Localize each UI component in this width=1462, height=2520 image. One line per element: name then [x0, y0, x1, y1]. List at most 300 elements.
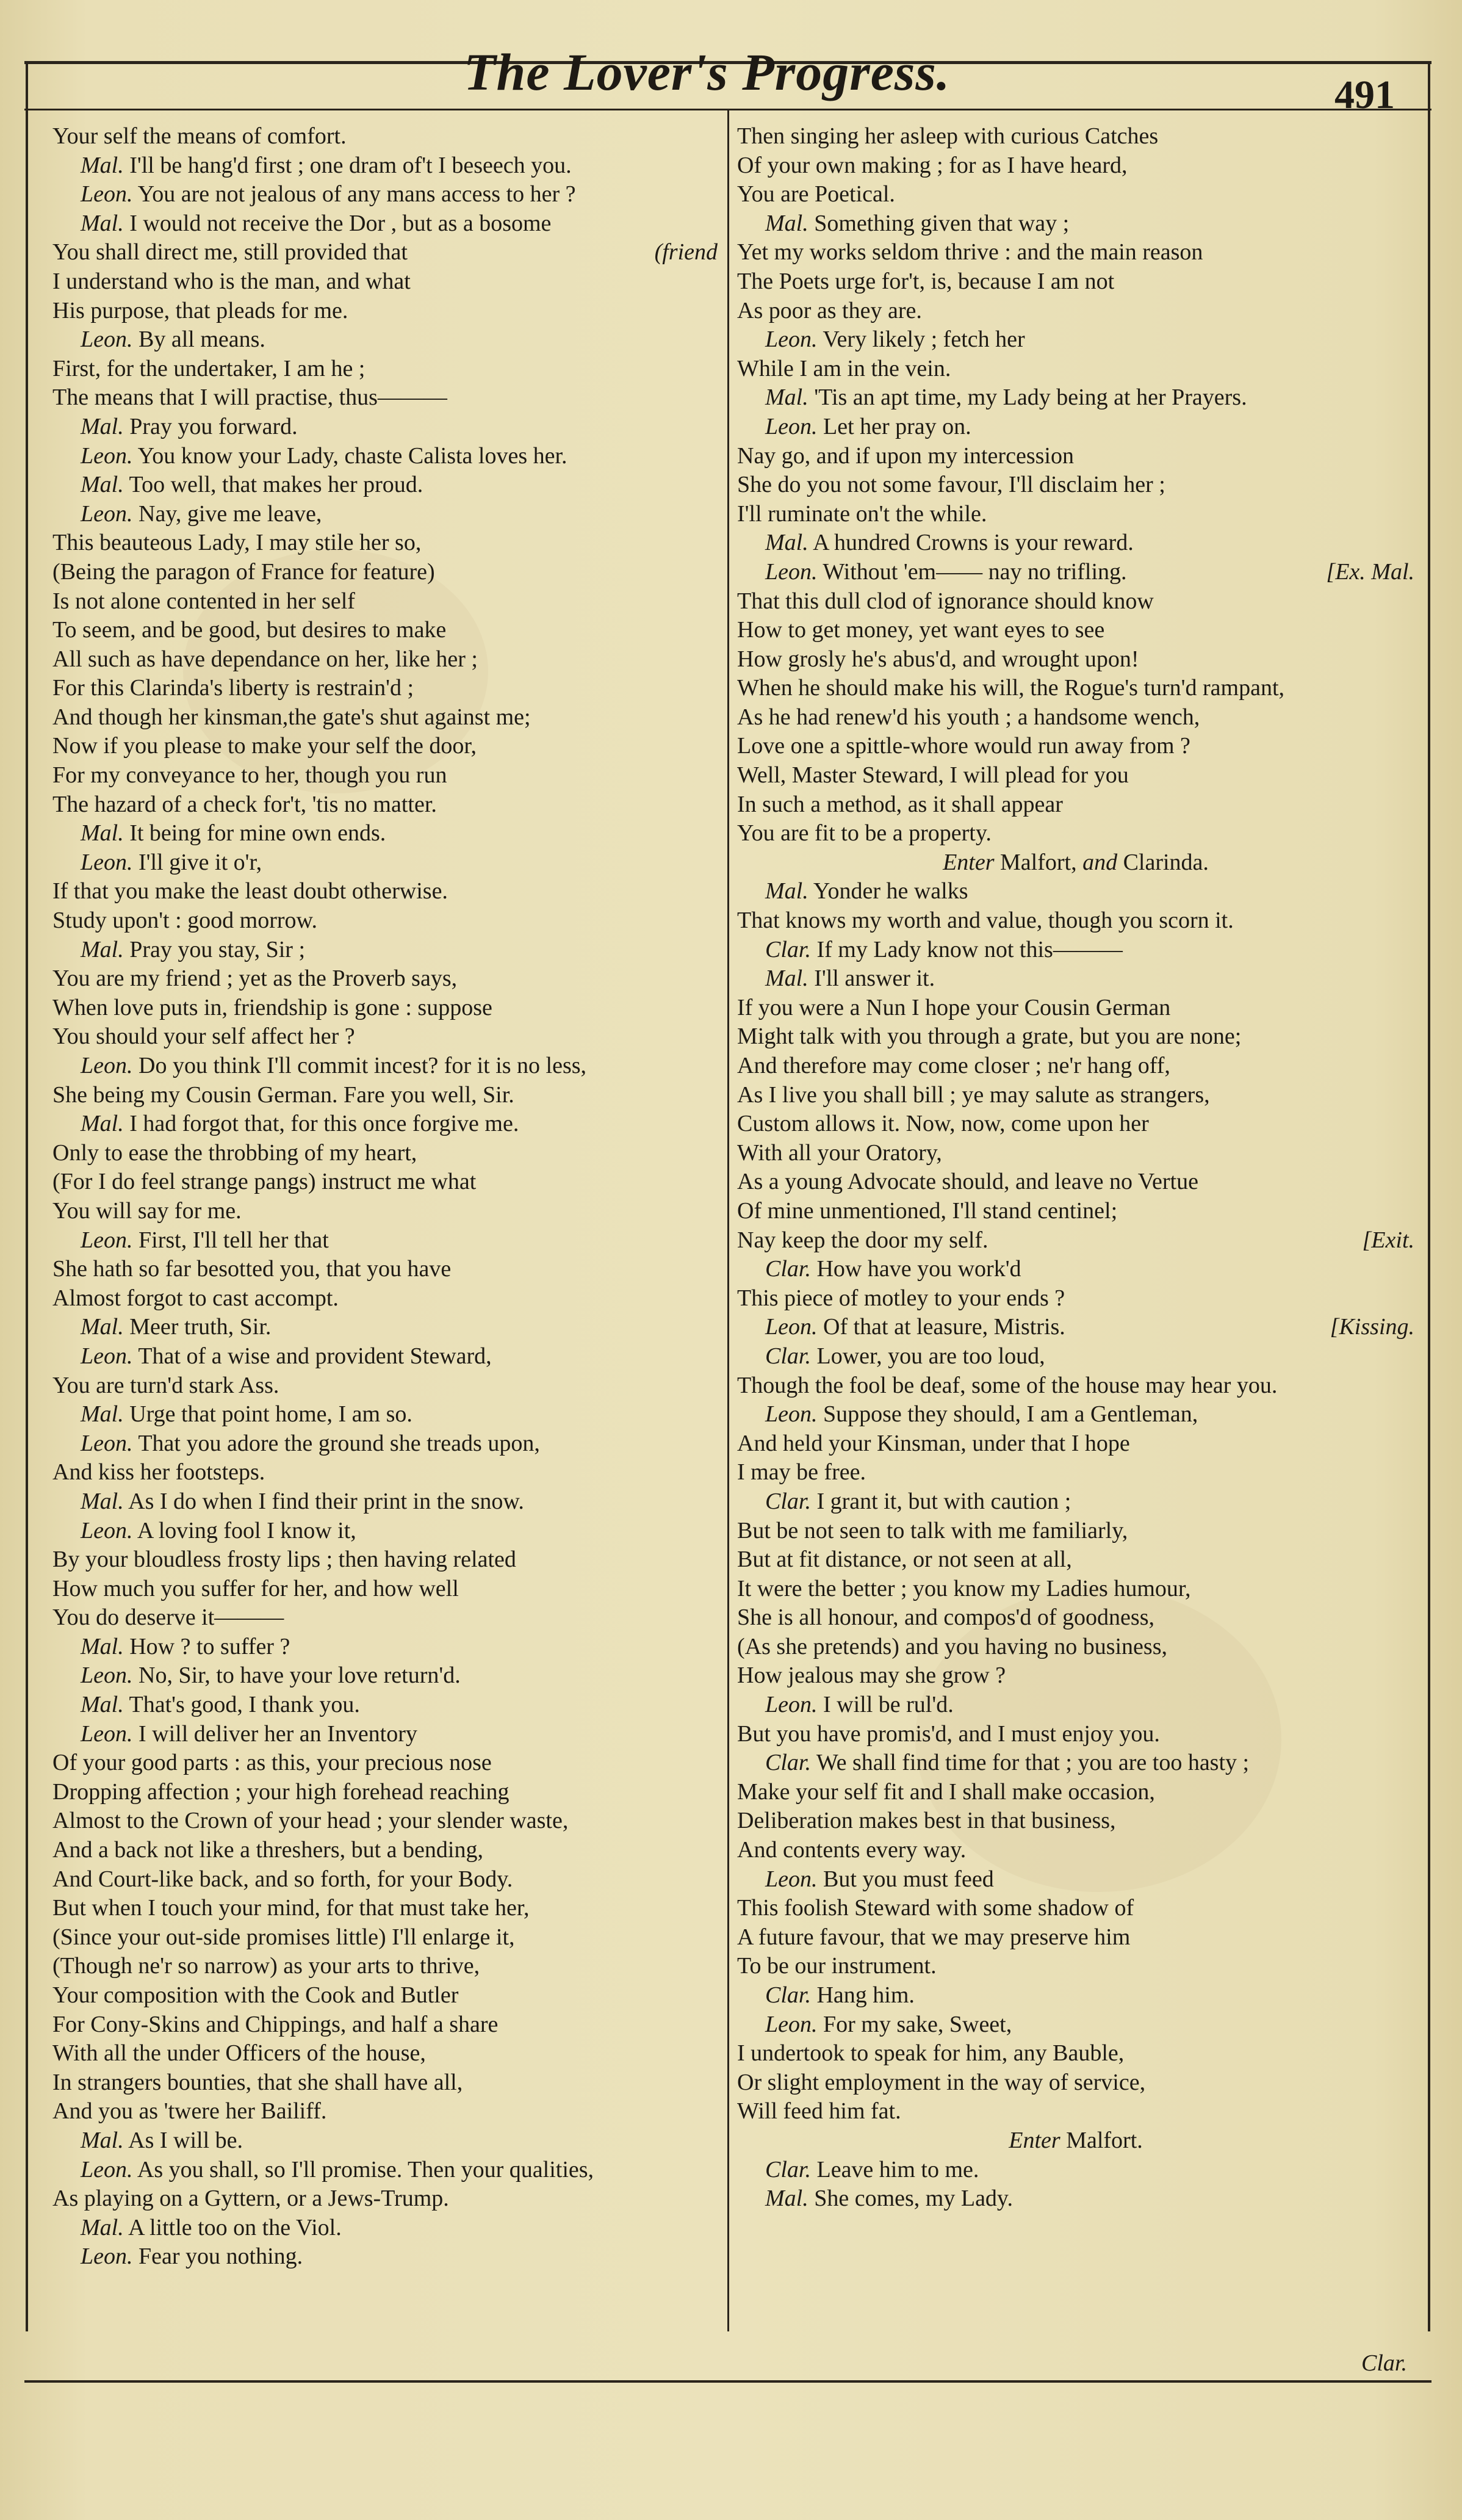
- text-line: [52, 209, 718, 239]
- text-line: [737, 1575, 1414, 1604]
- text-line: [737, 1894, 1414, 1923]
- verse-text: She being my Cousin German. Fare you well, Sir.: [52, 1081, 514, 1108]
- verse-text: And held your Kinsman, under that I hope: [737, 1430, 1130, 1456]
- verse-text: It being for mine own ends.: [129, 820, 386, 847]
- speaker-name: Leon.: [765, 1692, 818, 1718]
- speaker-name: Mal.: [81, 1314, 124, 1340]
- text-line: [52, 703, 718, 732]
- margin-direction: [Ex. Mal.: [1326, 558, 1414, 585]
- text-line: [737, 151, 1414, 181]
- text-line: [52, 587, 718, 616]
- text-line: [737, 1836, 1414, 1865]
- text-line: [737, 1661, 1414, 1691]
- verse-text: Pray you stay, Sir ;: [129, 936, 306, 962]
- verse-text: The hazard of a check for't, 'tis no matter.: [52, 791, 437, 817]
- speaker-name: Leon.: [81, 1227, 133, 1253]
- speaker-name: Mal.: [765, 878, 808, 904]
- verse-text: That of a wise and provident Steward,: [138, 1343, 492, 1369]
- character-name: Malfort.: [1066, 2127, 1143, 2153]
- verse-text: That's good, I thank you.: [129, 1692, 360, 1718]
- verse-text: But when I touch your mind, for that must take her,: [52, 1895, 530, 1921]
- margin-direction: [Kissing.: [1330, 1314, 1414, 1340]
- verse-text: I grant it, but with caution ;: [816, 1488, 1071, 1514]
- verse-text: I would not receive the Dor , but as a bosome: [129, 210, 552, 236]
- verse-text: First, I'll tell her that: [139, 1227, 329, 1253]
- text-line: [737, 471, 1414, 500]
- verse-text: She is all honour, and compos'd of goodness,: [737, 1605, 1154, 1631]
- verse-text: When love puts in, friendship is gone : suppose: [52, 994, 492, 1020]
- verse-text: She do you not some favour, I'll disclaim her ;: [737, 472, 1165, 498]
- text-line: [737, 413, 1414, 442]
- text-line: [52, 2126, 718, 2156]
- verse-text: To seem, and be good, but desires to make: [52, 617, 447, 643]
- text-line: [52, 2010, 718, 2040]
- verse-text: Pray you forward.: [129, 413, 298, 439]
- text-line: [52, 1313, 718, 1342]
- verse-text: Make your self fit and I shall make occasion,: [737, 1778, 1155, 1805]
- verse-text: She hath so far besotted you, that you have: [52, 1256, 452, 1282]
- verse-text: Love one a spittle-whore would run away from ?: [737, 733, 1190, 759]
- verse-text: This piece of motley to your ends ?: [737, 1285, 1065, 1311]
- verse-text: Might talk with you through a grate, but you are none;: [737, 1024, 1242, 1050]
- character-name: Clarinda.: [1123, 849, 1209, 875]
- text-line: [52, 151, 718, 181]
- verse-text: Yonder he walks: [813, 878, 968, 904]
- text-line: [737, 674, 1414, 703]
- stage-direction: [737, 848, 1414, 878]
- text-line: [52, 297, 718, 326]
- verse-text: As I live you shall bill ; ye may salute as strangers,: [737, 1081, 1210, 1108]
- verse-text: Almost to the Crown of your head ; your slender waste,: [52, 1808, 569, 1834]
- speaker-name: Mal.: [765, 966, 808, 992]
- speaker-name: Mal.: [765, 530, 808, 556]
- verse-text: Fear you nothing.: [139, 2244, 303, 2270]
- verse-text: By all means.: [139, 327, 265, 353]
- verse-text: The Poets urge for't, is, because I am not: [737, 268, 1115, 294]
- verse-text: A hundred Crowns is your reward.: [813, 530, 1134, 556]
- verse-text: (For I do feel strange pangs) instruct me what: [52, 1169, 477, 1195]
- text-line: [52, 906, 718, 936]
- verse-text: You are my friend ; yet as the Proverb says,: [52, 966, 458, 992]
- verse-text: As I do when I find their print in the snow.: [128, 1488, 524, 1514]
- verse-text: (Though ne'r so narrow) as your arts to thrive,: [52, 1953, 480, 1979]
- stage-direction-word: and: [1082, 849, 1118, 875]
- verse-text: She comes, my Lady.: [814, 2186, 1013, 2212]
- verse-text: But at fit distance, or not seen at all,: [737, 1547, 1072, 1573]
- verse-text: No, Sir, to have your love return'd.: [139, 1663, 461, 1689]
- text-line: [52, 1575, 718, 1604]
- verse-text: As you shall, so I'll promise. Then your qualities,: [137, 2156, 594, 2182]
- text-line: [52, 1981, 718, 2010]
- verse-text: It were the better ; you know my Ladies humour,: [737, 1575, 1191, 1601]
- verse-text: As he had renew'd his youth ; a handsome wench,: [737, 704, 1200, 730]
- text-line: [737, 1807, 1414, 1836]
- text-line: [52, 325, 718, 355]
- verse-text: And kiss her footsteps.: [52, 1459, 265, 1486]
- verse-text: Almost forgot to cast accompt.: [52, 1285, 339, 1311]
- speaker-name: Leon.: [81, 1053, 133, 1078]
- text-line: [52, 819, 718, 848]
- verse-text: For my sake, Sweet,: [823, 2011, 1012, 2037]
- text-line: [52, 1255, 718, 1284]
- verse-text: Nay go, and if upon my intercession: [737, 442, 1074, 469]
- text-line: [737, 1022, 1414, 1052]
- text-line: [52, 1923, 718, 1952]
- speaker-name: Mal.: [81, 1488, 124, 1514]
- text-line: [52, 558, 718, 587]
- text-line: [737, 1168, 1414, 1197]
- text-line: [737, 1313, 1414, 1342]
- verse-text: Of your own making ; for as I have heard,: [737, 152, 1128, 178]
- speaker-name: Leon.: [81, 181, 133, 208]
- verse-text: A loving fool I know it,: [137, 1517, 356, 1543]
- verse-text: Nay, give me leave,: [139, 500, 322, 527]
- verse-text: For Cony-Skins and Chippings, and half a share: [52, 2011, 499, 2037]
- speaker-name: Leon.: [81, 2156, 133, 2182]
- verse-text: You shall direct me, still provided that: [52, 239, 408, 265]
- verse-text: Is not alone contented in her self: [52, 588, 355, 614]
- verse-text: As playing on a Gyttern, or a Jews-Trump.: [52, 2186, 449, 2212]
- verse-text: You will say for me.: [52, 1197, 242, 1224]
- text-line: [737, 1458, 1414, 1487]
- verse-text: If my Lady know not this———: [816, 936, 1123, 962]
- verse-text: I'll give it o'r,: [139, 849, 262, 875]
- verse-text: I undertook to speak for him, any Bauble,: [737, 2040, 1125, 2067]
- verse-text: Dropping affection ; your high forehead reaching: [52, 1778, 510, 1805]
- verse-text: Meer truth, Sir.: [129, 1314, 272, 1340]
- text-line: [52, 1836, 718, 1865]
- verse-text: You know your Lady, chaste Calista loves her.: [137, 442, 567, 469]
- text-line: [52, 267, 718, 297]
- speaker-name: Clar.: [765, 1488, 811, 1514]
- verse-text: With all your Oratory,: [737, 1139, 942, 1166]
- verse-text: Of that at leasure, Mistris.: [823, 1314, 1065, 1340]
- speaker-name: Leon.: [81, 849, 133, 875]
- verse-text: I understand who is the man, and what: [52, 268, 411, 294]
- text-line: [52, 2214, 718, 2243]
- text-line: [737, 500, 1414, 529]
- text-line: [737, 906, 1414, 936]
- text-line: [737, 1778, 1414, 1807]
- verse-text: For this Clarinda's liberty is restrain'd ;: [52, 675, 414, 701]
- margin-direction: (friend: [654, 239, 718, 265]
- text-line: [52, 471, 718, 500]
- text-line: [52, 122, 718, 151]
- speaker-name: Leon.: [765, 327, 818, 353]
- verse-text: Then singing her asleep with curious Catches: [737, 123, 1159, 149]
- verse-text: Urge that point home, I am so.: [129, 1401, 412, 1428]
- speaker-name: Leon.: [765, 1314, 818, 1340]
- speaker-name: Mal.: [81, 1111, 124, 1137]
- text-line: [737, 1226, 1414, 1255]
- speaker-name: Leon.: [765, 413, 818, 439]
- text-line: [737, 645, 1414, 674]
- verse-text: Deliberation makes best in that business,: [737, 1808, 1116, 1834]
- verse-text: His purpose, that pleads for me.: [52, 297, 348, 323]
- speaker-name: Clar.: [765, 1343, 811, 1369]
- verse-text: And Court-like back, and so forth, for your Body.: [52, 1866, 513, 1892]
- text-line: [737, 1110, 1414, 1139]
- verse-text: Something given that way ;: [814, 210, 1070, 236]
- verse-text: I had forgot that, for this once forgive me.: [129, 1111, 519, 1137]
- verse-text: You should your self affect her ?: [52, 1024, 355, 1050]
- text-line: [737, 325, 1414, 355]
- text-line: [737, 1139, 1414, 1168]
- text-line: [52, 1691, 718, 1720]
- text-line: [737, 1952, 1414, 1981]
- text-line: [737, 1981, 1414, 2010]
- stage-direction-word: Enter: [943, 849, 995, 875]
- text-line: [52, 1400, 718, 1429]
- text-line: [737, 122, 1414, 151]
- speaker-name: Clar.: [765, 1256, 811, 1282]
- text-line: [737, 1371, 1414, 1401]
- text-line: [52, 964, 718, 994]
- text-line: [737, 2156, 1414, 2185]
- text-line: [737, 238, 1414, 267]
- text-line: [737, 790, 1414, 820]
- verse-text: We shall find time for that ; you are too hasty ;: [816, 1750, 1250, 1776]
- right-text-column: [737, 122, 1414, 2214]
- right-border-rule: [1428, 61, 1430, 2331]
- verse-text: (As she pretends) and you having no business,: [737, 1633, 1168, 1659]
- text-line: [52, 1168, 718, 1197]
- verse-text: A future favour, that we may preserve him: [737, 1924, 1131, 1950]
- verse-text: In such a method, as it shall appear: [737, 791, 1063, 817]
- text-line: [52, 1778, 718, 1807]
- speaker-name: Mal.: [81, 936, 124, 962]
- text-line: [52, 994, 718, 1023]
- verse-text: How jealous may she grow ?: [737, 1663, 1006, 1689]
- verse-text: Will feed him fat.: [737, 2098, 901, 2125]
- speaker-name: Leon.: [81, 1430, 133, 1456]
- verse-text: Lower, you are too loud,: [816, 1343, 1045, 1369]
- speaker-name: Clar.: [765, 2156, 811, 2182]
- verse-text: And a back not like a threshers, but a bending,: [52, 1837, 483, 1863]
- text-line: [737, 877, 1414, 906]
- speaker-name: Leon.: [81, 2244, 133, 2270]
- text-line: [737, 2184, 1414, 2214]
- text-line: [737, 1603, 1414, 1633]
- text-line: [52, 761, 718, 790]
- text-line: [52, 383, 718, 413]
- verse-text: That this dull clod of ignorance should know: [737, 588, 1154, 614]
- text-line: [52, 2068, 718, 2098]
- text-line: [52, 2039, 718, 2068]
- speaker-name: Mal.: [81, 1633, 124, 1659]
- text-line: [52, 1807, 718, 1836]
- text-line: [52, 1487, 718, 1517]
- text-line: [737, 1197, 1414, 1226]
- text-line: [52, 616, 718, 645]
- verse-text: Now if you please to make your self the door,: [52, 733, 477, 759]
- verse-text: I will be rul'd.: [823, 1692, 954, 1718]
- verse-text: And though her kinsman,the gate's shut against me;: [52, 704, 531, 730]
- speaker-name: Mal.: [81, 210, 124, 236]
- text-line: [737, 994, 1414, 1023]
- verse-text: This beauteous Lady, I may stile her so,: [52, 530, 422, 556]
- verse-text: If you were a Nun I hope your Cousin German: [737, 994, 1171, 1020]
- verse-text: And contents every way.: [737, 1837, 967, 1863]
- verse-text: (Being the paragon of France for feature): [52, 558, 435, 585]
- text-line: [52, 1342, 718, 1371]
- text-line: [52, 1865, 718, 1894]
- speaker-name: Leon.: [81, 1720, 133, 1747]
- verse-text: Of your good parts : as this, your precious nose: [52, 1750, 492, 1776]
- column-divider: [727, 110, 729, 2331]
- text-line: [737, 2097, 1414, 2126]
- verse-text: You do deserve it———: [52, 1605, 284, 1631]
- text-line: [52, 1022, 718, 1052]
- speaker-name: Leon.: [81, 1343, 133, 1369]
- verse-text: Of mine unmentioned, I'll stand centinel;: [737, 1197, 1118, 1224]
- text-line: [52, 1052, 718, 1081]
- text-line: [52, 2242, 718, 2272]
- speaker-name: Mal.: [81, 472, 124, 498]
- text-line: [737, 1720, 1414, 1749]
- verse-text: Only to ease the throbbing of my heart,: [52, 1139, 417, 1166]
- text-line: [737, 587, 1414, 616]
- stage-direction: [737, 2126, 1414, 2156]
- verse-text: How to get money, yet want eyes to see: [737, 617, 1105, 643]
- text-line: [737, 1052, 1414, 1081]
- verse-text: Very likely ; fetch her: [823, 327, 1025, 353]
- verse-text: How have you work'd: [816, 1256, 1021, 1282]
- verse-text: Though the fool be deaf, some of the house may hear you.: [737, 1372, 1278, 1398]
- speaker-name: Leon.: [765, 1866, 818, 1892]
- verse-text: Leave him to me.: [816, 2156, 979, 2182]
- verse-text: Suppose they should, I am a Gentleman,: [823, 1401, 1198, 1428]
- verse-text: Custom allows it. Now, now, come upon her: [737, 1111, 1149, 1137]
- text-line: [737, 1517, 1414, 1546]
- verse-text: I will deliver her an Inventory: [139, 1720, 417, 1747]
- speaker-name: Leon.: [765, 1401, 818, 1428]
- text-line: [52, 848, 718, 878]
- verse-text: As poor as they are.: [737, 297, 922, 323]
- speaker-name: Mal.: [81, 1692, 124, 1718]
- verse-text: This foolish Steward with some shadow of: [737, 1895, 1134, 1921]
- text-line: [52, 1429, 718, 1459]
- text-line: [52, 442, 718, 471]
- verse-text: You are fit to be a property.: [737, 820, 992, 847]
- text-line: [737, 529, 1414, 558]
- text-line: [52, 1110, 718, 1139]
- verse-text: In strangers bounties, that she shall have all,: [52, 2069, 463, 2095]
- text-line: [737, 936, 1414, 965]
- speaker-name: Leon.: [765, 2011, 818, 2037]
- text-line: [737, 558, 1414, 587]
- text-line: [52, 1545, 718, 1575]
- text-line: [52, 2184, 718, 2214]
- text-line: [52, 1284, 718, 1313]
- text-line: [52, 1661, 718, 1691]
- speaker-name: Mal.: [765, 210, 808, 236]
- speaker-name: Mal.: [765, 2186, 808, 2212]
- verse-text: A little too on the Viol.: [128, 2214, 342, 2240]
- speaker-name: Clar.: [765, 936, 811, 962]
- verse-text: By your bloudless frosty lips ; then having related: [52, 1547, 516, 1573]
- verse-text: How ? to suffer ?: [129, 1633, 290, 1659]
- text-line: [737, 383, 1414, 413]
- text-line: [52, 1226, 718, 1255]
- verse-text: As I will be.: [128, 2127, 243, 2153]
- speaker-name: Mal.: [81, 152, 124, 178]
- text-line: [737, 1284, 1414, 1313]
- text-line: [737, 1923, 1414, 1952]
- text-line: [737, 761, 1414, 790]
- text-line: [52, 2097, 718, 2126]
- text-line: [52, 936, 718, 965]
- text-line: [52, 790, 718, 820]
- speaker-name: Mal.: [81, 413, 124, 439]
- verse-text: How much you suffer for her, and how well: [52, 1575, 459, 1601]
- text-line: [737, 616, 1414, 645]
- text-line: [52, 1603, 718, 1633]
- verse-text: Study upon't : good morrow.: [52, 908, 317, 934]
- text-line: [52, 1633, 718, 1662]
- text-line: [52, 180, 718, 209]
- text-line: [52, 1197, 718, 1226]
- speaker-name: Leon.: [765, 558, 818, 585]
- text-line: [737, 1400, 1414, 1429]
- text-line: [737, 2068, 1414, 2098]
- verse-text: 'Tis an apt time, my Lady being at her Prayers.: [814, 384, 1247, 411]
- verse-text: But you have promis'd, and I must enjoy you.: [737, 1720, 1160, 1747]
- text-line: [737, 819, 1414, 848]
- text-line: [737, 1255, 1414, 1284]
- verse-text: While I am in the vein.: [737, 355, 951, 381]
- verse-text: For my conveyance to her, though you run: [52, 762, 447, 789]
- stage-direction-word: Enter: [1009, 2127, 1060, 2153]
- verse-text: All such as have dependance on her, like her ;: [52, 646, 478, 672]
- text-line: [737, 267, 1414, 297]
- speaker-name: Leon.: [81, 442, 133, 469]
- text-line: [52, 529, 718, 558]
- text-line: [52, 1720, 718, 1749]
- verse-text: (Since your out-side promises little) I'll enlarge it,: [52, 1924, 515, 1950]
- text-line: [737, 732, 1414, 761]
- text-line: [52, 413, 718, 442]
- text-line: [52, 1952, 718, 1981]
- text-line: [737, 1342, 1414, 1371]
- text-line: [737, 180, 1414, 209]
- text-line: [52, 500, 718, 529]
- text-line: [52, 1371, 718, 1401]
- speaker-name: Leon.: [81, 1517, 133, 1543]
- left-border-rule: [26, 61, 28, 2331]
- text-line: [737, 355, 1414, 384]
- text-line: [737, 2010, 1414, 2040]
- text-line: [737, 1691, 1414, 1720]
- text-line: [52, 2156, 718, 2185]
- text-line: [52, 1894, 718, 1923]
- speaker-name: Mal.: [81, 1401, 124, 1428]
- verse-text: To be our instrument.: [737, 1953, 937, 1979]
- verse-text: That knows my worth and value, though you scorn it.: [737, 908, 1234, 934]
- verse-text: How grosly he's abus'd, and wrought upon!: [737, 646, 1139, 672]
- verse-text: Or slight employment in the way of service,: [737, 2069, 1146, 2095]
- text-line: [52, 355, 718, 384]
- text-line: [52, 732, 718, 761]
- verse-text: Without 'em—— nay no trifling.: [823, 558, 1127, 585]
- verse-text: Hang him.: [816, 1982, 915, 2008]
- text-line: [52, 1458, 718, 1487]
- verse-text: Too well, that makes her proud.: [129, 472, 423, 498]
- text-line: [52, 877, 718, 906]
- speaker-name: Clar.: [765, 1750, 811, 1776]
- text-line: [52, 1081, 718, 1110]
- text-line: [737, 1749, 1414, 1778]
